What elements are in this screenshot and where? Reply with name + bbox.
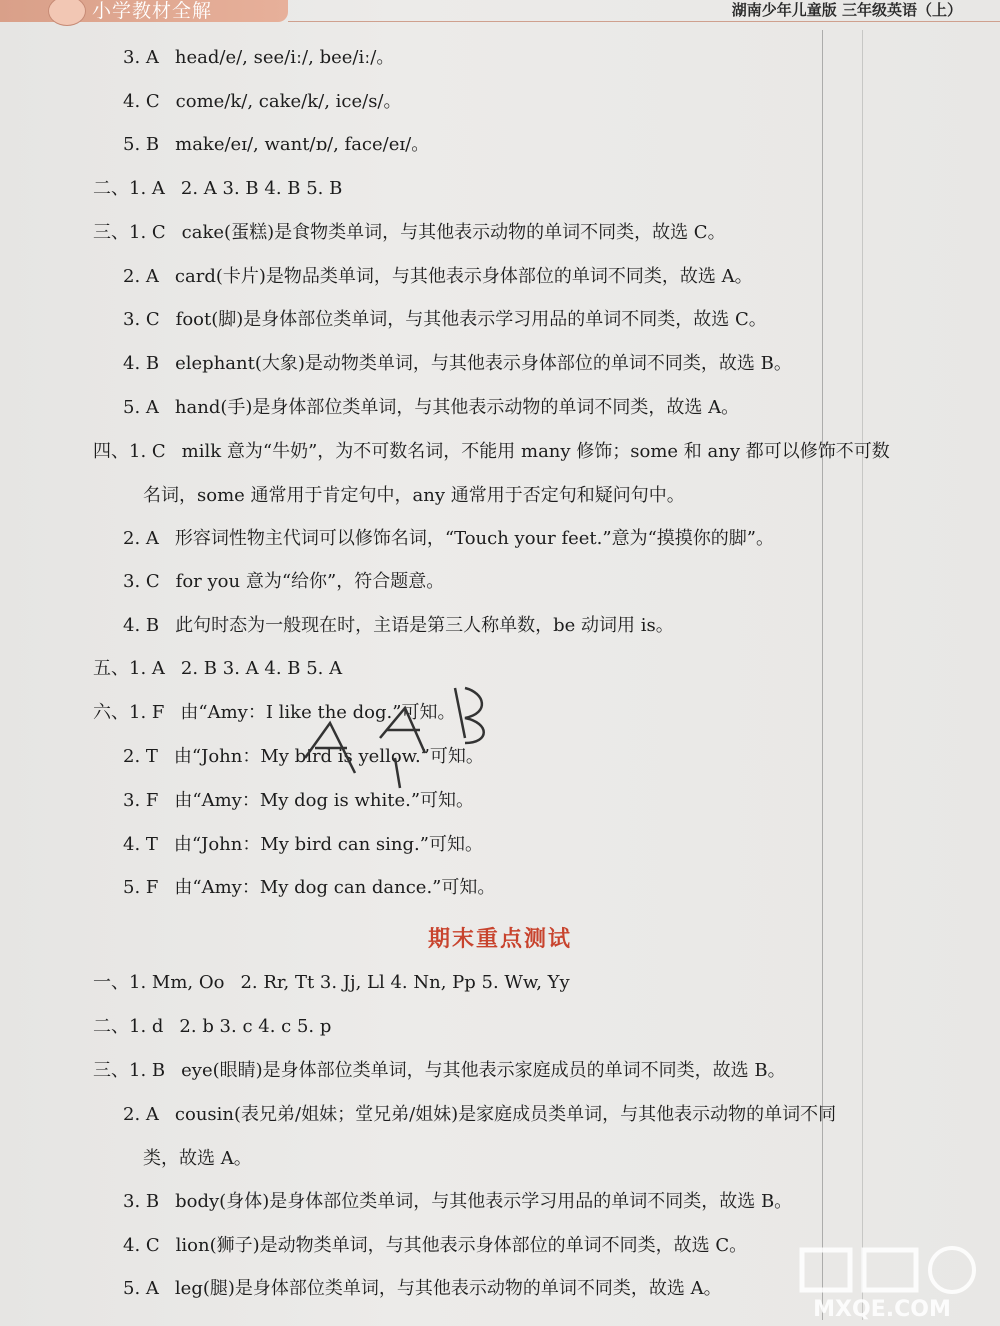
answer-line	[123, 393, 739, 423]
answer-text: cake(蛋糕)是食物类单词，与其他表示动物的单词不同类，故选 C。	[181, 222, 726, 243]
answer-number: 2. A	[123, 528, 159, 549]
answer-text: lion(狮子)是动物类单词，与其他表示身体部位的单词不同类，故选 C。	[175, 1235, 748, 1256]
answer-line	[123, 130, 429, 160]
answer-number: 5. B	[123, 134, 160, 155]
answer-number: 六、1. F	[93, 702, 165, 723]
answer-text: 由“John：My bird is yellow.”可知。	[173, 746, 484, 767]
answer-text: 2. Rr, Tt 3. Jj, Ll 4. Nn, Pp 5. Ww, Yy	[240, 972, 570, 993]
answer-text: 形容词性物主代词可以修饰名词，“Touch your feet.”意为“摸摸你的脚”。	[174, 528, 774, 549]
answer-line	[93, 968, 570, 998]
svg-text:MXQE.COM: MXQE.COM	[813, 1297, 951, 1322]
answer-line	[123, 87, 402, 117]
mascot-icon	[48, 0, 86, 26]
answer-number: 2. A	[123, 1104, 159, 1125]
answer-number: 4. B	[123, 353, 160, 374]
answer-line	[93, 437, 890, 467]
answer-text: 由“Amy：My dog can dance.”可知。	[174, 877, 496, 898]
answer-text: eye(眼睛)是身体部位类单词，与其他表示家庭成员的单词不同类，故选 B。	[181, 1060, 786, 1081]
answer-number: 三、1. C	[93, 222, 166, 243]
answer-text: elephant(大象)是动物类单词，与其他表示身体部位的单词不同类，故选 B。	[175, 353, 792, 374]
brand-banner	[0, 0, 288, 22]
answer-line	[123, 1231, 747, 1261]
answer-line	[123, 305, 767, 335]
answer-number: 3. C	[123, 571, 160, 592]
answer-text: 名词，some 通常用于肯定句中，any 通常用于否定句和疑问句中。	[143, 485, 685, 506]
answer-text: leg(腿)是身体部位类单词，与其他表示动物的单词不同类，故选 A。	[174, 1278, 722, 1299]
answer-line	[123, 567, 444, 597]
answer-line	[123, 873, 495, 903]
answer-text: come/k/, cake/k/, ice/s/。	[175, 91, 402, 112]
answer-number: 一、1. Mm, Oo	[93, 972, 225, 993]
answer-number: 4. B	[123, 615, 160, 636]
answer-line	[93, 218, 726, 248]
answer-number: 5. F	[123, 877, 159, 898]
answer-text: hand(手)是身体部位类单词，与其他表示动物的单词不同类，故选 A。	[174, 397, 740, 418]
answer-number: 3. A	[123, 47, 159, 68]
header-bar	[0, 0, 1000, 22]
answer-line	[123, 1100, 836, 1130]
answer-number: 5. A	[123, 1278, 159, 1299]
answer-line	[123, 611, 674, 641]
section-title: 期末重点测试	[427, 927, 572, 952]
answer-line	[123, 830, 483, 860]
answer-text: make/eɪ/, want/ɒ/, face/eɪ/。	[175, 134, 430, 155]
answer-line	[123, 524, 774, 554]
answer-number: 2. T	[123, 746, 158, 767]
answer-number: 3. F	[123, 790, 159, 811]
edition-label: 湖南少年儿童版 三年级英语（上）	[731, 1, 962, 19]
answer-number: 3. B	[123, 1191, 160, 1212]
answer-line	[123, 1274, 722, 1304]
answer-text: 2. b 3. c 4. c 5. p	[179, 1016, 332, 1037]
answer-line	[123, 1187, 792, 1217]
answer-line	[143, 481, 685, 511]
answer-number: 3. C	[123, 309, 160, 330]
answer-text: card(卡片)是物品类单词，与其他表示身体部位的单词不同类，故选 A。	[174, 266, 753, 287]
answer-number: 五、1. A	[93, 658, 165, 679]
answer-text: 由“Amy：I like the dog.”可知。	[180, 702, 456, 723]
answer-line	[93, 174, 342, 204]
watermark-logo	[782, 1242, 982, 1322]
page-fold-line-2	[862, 30, 863, 1320]
answer-text: head/e/, see/iː/, bee/iː/。	[174, 47, 395, 68]
answer-number: 二、1. d	[93, 1016, 164, 1037]
book-title: 小学教材全解	[92, 0, 213, 22]
header-divider	[288, 21, 1000, 22]
answer-number: 三、1. B	[93, 1060, 166, 1081]
answer-text: for you 意为“给你”，符合题意。	[175, 571, 445, 592]
answer-text: 2. B 3. A 4. B 5. A	[180, 658, 343, 679]
answer-text: milk 意为“牛奶”，为不可数名词，不能用 many 修饰；some 和 any 都可以修饰不可数	[181, 441, 890, 462]
answer-text: cousin(表兄弟/姐妹；堂兄弟/姐妹)是家庭成员类单词，与其他表示动物的单词不同	[174, 1104, 837, 1125]
answer-line	[93, 1012, 331, 1042]
answer-number: 四、1. C	[93, 441, 166, 462]
answer-text: 2. A 3. B 4. B 5. B	[180, 178, 343, 199]
answer-text: 由“John：My bird can sing.”可知。	[173, 834, 483, 855]
answer-text: 类，故选 A。	[143, 1148, 252, 1169]
answer-number: 4. C	[123, 91, 160, 112]
answer-line	[123, 262, 753, 292]
answer-number: 4. C	[123, 1235, 160, 1256]
handwriting-scribble	[285, 668, 515, 798]
answer-line	[93, 1056, 786, 1086]
answer-line	[123, 43, 394, 73]
answer-text: body(身体)是身体部位类单词，与其他表示学习用品的单词不同类，故选 B。	[175, 1191, 793, 1212]
answer-line	[123, 349, 792, 379]
answer-line	[143, 1144, 252, 1174]
answer-text: 由“Amy：My dog is white.”可知。	[174, 790, 475, 811]
answer-text: 此句时态为一般现在时，主语是第三人称单数，be 动词用 is。	[175, 615, 674, 636]
answer-text: foot(脚)是身体部位类单词，与其他表示学习用品的单词不同类，故选 C。	[175, 309, 767, 330]
answer-number: 2. A	[123, 266, 159, 287]
answer-number: 二、1. A	[93, 178, 165, 199]
answer-number: 4. T	[123, 834, 158, 855]
answer-number: 5. A	[123, 397, 159, 418]
